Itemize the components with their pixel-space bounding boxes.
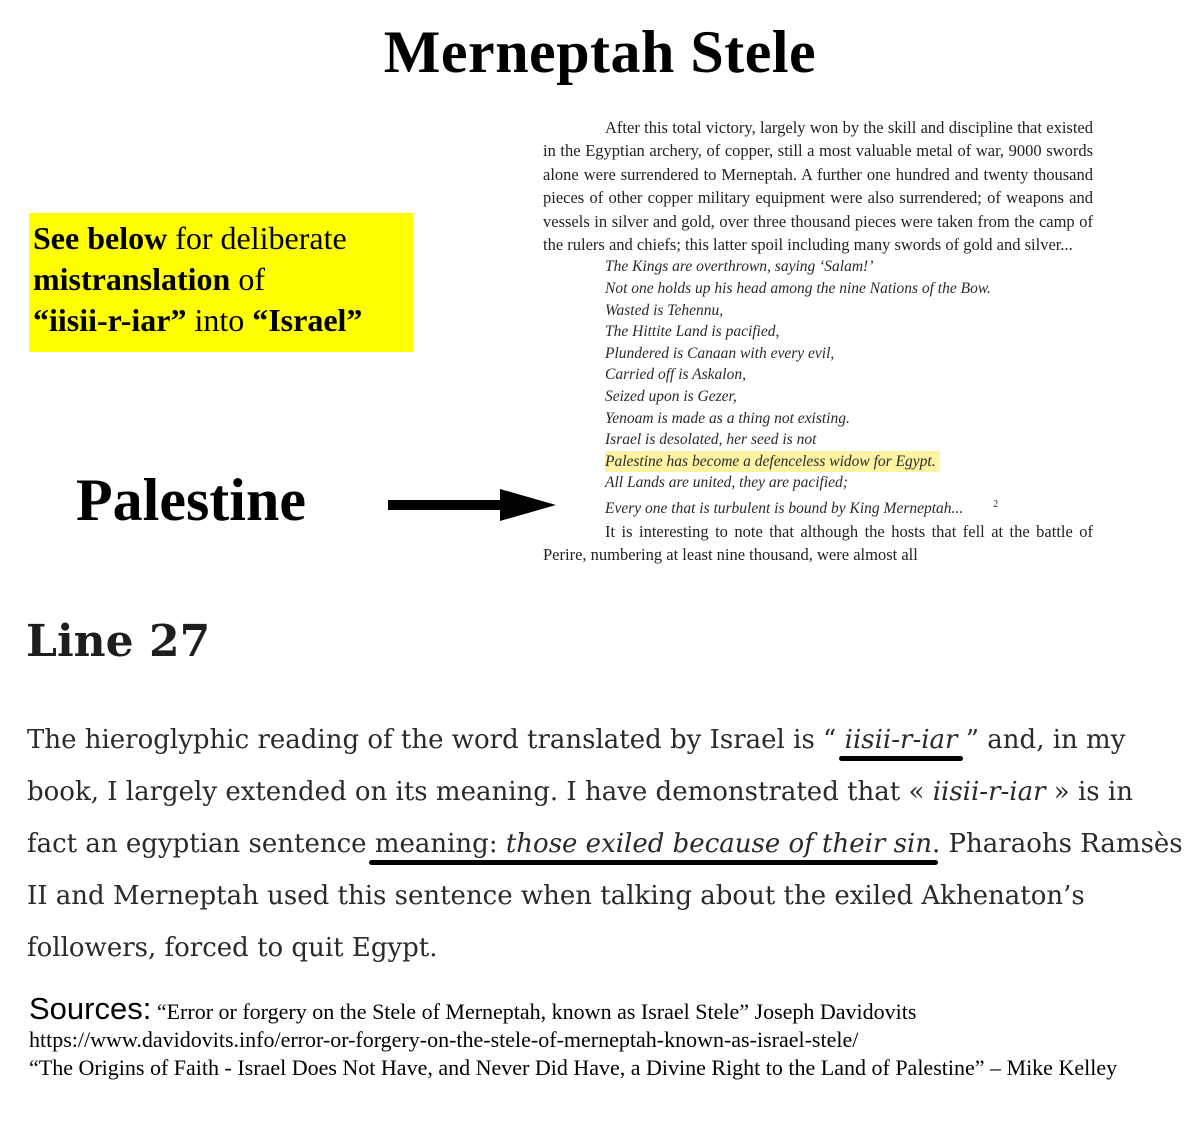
note-strong-see-below: See below [33, 220, 168, 256]
page-title: Merneptah Stele [383, 19, 817, 85]
poem-line: Not one holds up his head among the nine Nations of the Bow. [605, 280, 991, 298]
source-2: “The Origins of Faith - Israel Does Not Have, and Never Did Have, a Divine Right to the Land of Palestine” – Mike Kelley [29, 1055, 1118, 1080]
right-arrow-icon [388, 487, 558, 523]
note-text-1: for deliberate [167, 220, 347, 256]
poem-line: The Hittite Land is pacified, [605, 323, 780, 341]
section-heading: Line 27 [26, 616, 211, 667]
poem-line: Every one that is turbulent is bound by King Merneptah... [605, 500, 964, 518]
footnote-marker: 2 [993, 498, 999, 510]
excerpt-paragraph-1: After this total victory, largely won by the skill and discipline that existed in the Egyptian archery, of copper, still a most valuable metal of war, 9000 swords alone were surrendered to Merneptah. A further one hundred and twenty thousand pieces of other copper military equipment were also surrendered; of weapons and vessels in silver and gold, over three thousand pieces were taken from the camp of the rulers and chiefs; this latter spoil including many swords of gold and silver... [543, 118, 1093, 255]
note-text-3: into [186, 302, 253, 338]
book-excerpt [543, 116, 1093, 567]
poem-line: All Lands are united, they are pacified; [605, 474, 848, 492]
term-iisii-r-iar: iisii-r-iar [932, 777, 1046, 807]
poem-line: Seized upon is Gezer, [605, 388, 737, 405]
source-url[interactable]: https://www.davidovits.info/error-or-forgery-on-the-stele-of-merneptah-known-as-israel-stele/ [29, 1027, 859, 1052]
underlined-meaning [375, 829, 932, 859]
sources-block [29, 991, 1169, 1082]
body-text-2: ” and, in my book, I largely extended on its meaning. I have demonstrated that « [27, 725, 1126, 807]
body-text-1: The hieroglyphic reading of the word translated by Israel is “ [27, 725, 845, 755]
stele-poem [605, 256, 1093, 519]
poem-line: The Kings are overthrown, saying ‘Salam!’ [605, 258, 874, 276]
sources-label: Sources: [29, 991, 152, 1026]
meaning-text: those exiled because of their sin [505, 829, 933, 859]
hieroglyphic-explanation [27, 714, 1187, 974]
body-text-3: » is in fact an egyptian sentence [27, 777, 1133, 859]
note-strong-israel: “Israel” [252, 302, 363, 338]
poem-line: Wasted is Tehennu, [605, 301, 724, 319]
source-1: “Error or forgery on the Stele of Merneptah, known as Israel Stele” Joseph Davidovits [156, 999, 917, 1024]
note-strong-iisii: “iisii-r-iar” [33, 302, 187, 338]
meaning-label: meaning: [374, 829, 506, 859]
note-text-2: of [230, 261, 265, 297]
poem-line-highlighted [605, 451, 1093, 473]
palestine-label: Palestine [76, 467, 306, 533]
body-text-4: . Pharaohs Ramsès II and Merneptah used this sentence when talking about the exiled Akhenaton’s followers, forced to quit Egypt. [27, 829, 1183, 963]
poem-line: Carried off is Askalon, [605, 366, 746, 384]
note-strong-mistranslation: mistranslation [33, 261, 231, 297]
poem-line: Plundered is Canaan with every evil, [605, 344, 835, 362]
poem-line-last [605, 494, 1093, 520]
poem-line: Yenoam is made as a thing not existing. [605, 409, 850, 427]
poem-line: Israel is desolated, her seed is not [605, 431, 817, 449]
underlined-term-iisii-r-iar: iisii-r-iar [844, 725, 958, 755]
mistranslation-note [29, 213, 413, 352]
excerpt-paragraph-2: It is interesting to note that although the hosts that fell at the battle of Perire, numbering at least nine thousand, were almost all [543, 521, 1093, 565]
highlighted-palestine-line: Palestine has become a defenceless widow for Egypt. [605, 451, 940, 473]
